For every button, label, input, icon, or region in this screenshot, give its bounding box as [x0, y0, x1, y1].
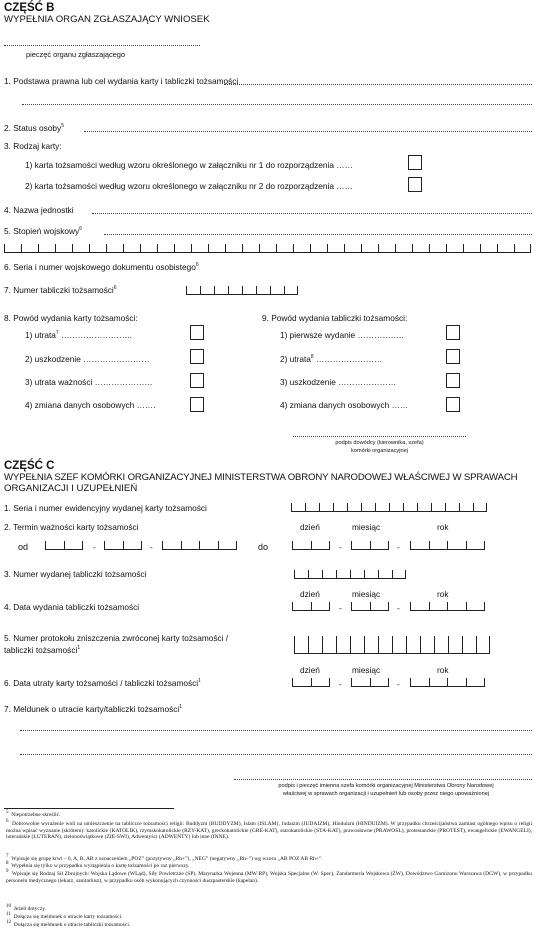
- c-q3-label: 3. Numer wydanej tabliczki tożsamości: [4, 569, 147, 579]
- c-signature-line[interactable]: [234, 779, 532, 780]
- c-q2-label: 2. Termin ważności karty tożsamości: [4, 522, 139, 532]
- footnote-12: $^{12}$ Dołącza się meldunek o utracie tabliczki tożsamości.: [6, 920, 131, 928]
- b-q2-field[interactable]: [84, 131, 532, 132]
- c-q2-to-label: do: [258, 542, 269, 552]
- b-q5-comb-boxes[interactable]: [4, 244, 531, 253]
- c-q4-year[interactable]: [410, 602, 485, 611]
- b-q5-field[interactable]: [104, 234, 532, 235]
- c-q4-dash-1: -: [339, 603, 342, 613]
- stamp-line: [4, 45, 200, 46]
- c-q5-label-1: 5. Numer protokołu zniszczenia zwróconej karty tożsamości /: [4, 633, 229, 643]
- c-q1-label: 1. Seria i numer ewidencyjny wydanej karty tożsamości: [4, 503, 207, 513]
- c-q4-dash-2: -: [397, 603, 400, 613]
- b-signature-label-2: komórki organizacyjnej: [351, 448, 408, 454]
- c-q2-from-day[interactable]: [45, 541, 83, 550]
- stamp-label: pieczęć organu zgłaszającego: [26, 50, 126, 59]
- b-q8-checkbox-1[interactable]: [190, 325, 204, 340]
- b-q1-field[interactable]: [224, 84, 532, 85]
- footnote-7: $^7$ Wpisuje się grupę krwi – 0, A, B, AB z oznaczeniem „POZ” (pozytywny „Rh+”), „NEG” (negatywny „Rh–”) wg wzoru „AB POZ AB Rh+”.: [6, 854, 323, 862]
- b-q9-option-2: 2) utrata$^8$ ……………………: [280, 354, 383, 364]
- c-q6-dash-1: -: [339, 679, 342, 689]
- b-signature-label-1: podpis dowódcy (kierownika, szefa): [335, 440, 424, 446]
- c-q6-year-header: rok: [437, 665, 449, 675]
- c-q2-to-day[interactable]: [292, 541, 330, 550]
- footnote-5: $^5$ Niepotrzebne skreślić.: [6, 810, 61, 818]
- part-b-subtitle: WYPEŁNIA ORGAN ZGŁASZAJĄCY WNIOSEK: [4, 14, 210, 25]
- c-q6-label: 6. Data utraty karty tożsamości / tabliczki tożsamości$^1$: [4, 678, 201, 688]
- c-q7-label: 7. Meldunek o utracie karty/tabliczki tożsamości$^1$: [4, 704, 183, 714]
- c-q6-month[interactable]: [351, 678, 389, 687]
- b-signature-line[interactable]: [293, 436, 466, 437]
- b-q4-label: 4. Nazwa jednostki: [4, 205, 74, 215]
- b-q3-checkbox-2[interactable]: [408, 177, 422, 192]
- c-q2-to-year[interactable]: [410, 541, 485, 550]
- c-q2-dash-3: -: [339, 542, 342, 552]
- b-q8-label: 8. Powód wydania karty tożsamości:: [4, 313, 138, 323]
- c-signature-label-2: właściwej w sprawach organizacji i uzupełnień lub osoby przez niego upoważnionej: [282, 791, 490, 797]
- c-q2-from-year[interactable]: [162, 541, 237, 550]
- b-q8-checkbox-2[interactable]: [190, 349, 204, 364]
- b-q8-option-2: 2) uszkodzenie ……………………: [25, 354, 150, 364]
- b-q9-option-3: 3) uszkodzenie …………………: [280, 377, 397, 387]
- part-c-subtitle-2: ORGANIZACJI I UZUPEŁNIEŃ: [4, 483, 138, 494]
- footnote-9: $^9$ Wpisuje się Rodzaj Sił Zbrojnych: Wojska Lądowe (WLąd), Siły Powietrzne (SP), Marynarka Wojenna (MW RP), Wojska Specjalne (W. Spec), Żandarmeria Wojskowa (ŻW), Dowództwo Garnizonu Warszawa (DGW), w przypadku personelu medycznego (lekarz, sanitariusz), w przypadku osób wykonujących czynności duszpasterskie (kapelan).: [6, 869, 532, 884]
- c-q2-dash-4: -: [397, 542, 400, 552]
- b-q9-label: 9. Powód wydania tabliczki tożsamości:: [262, 313, 408, 323]
- b-q3-label: 3. Rodzaj karty:: [4, 141, 62, 151]
- c-signature-label-1: podpis i pieczęć imienna szefa komórki organizacyjnej Ministerstwa Obrony Narodowej: [278, 783, 494, 789]
- c-q6-dash-2: -: [397, 679, 400, 689]
- b-q8-option-1: 1) utrata$^7$ ……………………..: [25, 330, 132, 340]
- c-q4-month-header: miesiąc: [352, 589, 381, 599]
- b-q1-label: 1. Podstawa prawna lub cel wydania karty i tabliczki tożsamości: [4, 76, 239, 86]
- footnote-11: $^{11}$ Dołącza się meldunek o utracie karty tożsamości.: [6, 912, 123, 920]
- c-q2-to-month[interactable]: [351, 541, 389, 550]
- b-q9-checkbox-4[interactable]: [446, 397, 460, 412]
- c-q4-year-header: rok: [437, 589, 449, 599]
- b-q9-checkbox-3[interactable]: [446, 373, 460, 388]
- b-q1-field-2[interactable]: [22, 104, 532, 105]
- b-q9-option-4: 4) zmiana danych osobowych ……: [280, 400, 409, 410]
- part-c-subtitle-1: WYPEŁNIA SZEF KOMÓRKI ORGANIZACYJNEJ MINISTERSTWA OBRONY NARODOWEJ WŁAŚCIWEJ W SPRAWACH: [4, 472, 518, 483]
- c-q3-comb-boxes[interactable]: [294, 570, 406, 579]
- b-q6-label: 6. Seria i numer wojskowego dokumentu osobistego$^6$: [4, 262, 199, 272]
- c-q2-day-header: dzień: [300, 522, 320, 532]
- c-q1-comb-boxes[interactable]: [291, 503, 487, 512]
- footnote-8: $^8$ Wypełnia się tylko w przypadku wystąpienia o kartę tożsamości po raz pierwszy.: [6, 861, 190, 869]
- c-q2-month-header: miesiąc: [352, 522, 381, 532]
- b-q3-option-1: 1) karta tożsamości według wzoru określonego w załączniku nr 1 do rozporządzenia ……: [25, 160, 353, 170]
- b-q8-option-4: 4) zmiana danych osobowych …….: [25, 400, 156, 410]
- c-q2-dash-1: -: [93, 542, 96, 552]
- b-q8-option-3: 3) utrata ważności …………………: [25, 377, 153, 387]
- c-q4-day-header: dzień: [300, 589, 320, 599]
- b-q7-comb-boxes[interactable]: [186, 286, 298, 295]
- b-q9-checkbox-2[interactable]: [446, 349, 460, 364]
- footnote-6: $^6$ Dobrowolne wyrażenie woli na umieszczenie na tabliczce tożsamości religii: Buddyzm (BUDDYZM), Islam (ISLAM), Judaizm (JUDAIZM), Hinduizm (HINDUIZM). W przypadku chrześcijaństwa zamiast ogólnego wpisu o religii można wpisać wyznanie (skrótem): katolickie (KATOLIK), rzymskokatolickie (RZY-KAT), greckokatolickie (GRE-KAT), starokatolickie (STA-KAT), prawosławne (PRAWOSL), protestanckie (PROTEST), ewangelickie (EWANGELI), luterańskie (LUTERAN), zielonoświątkowe (ZIE-SWI), Adwentyści (ADWENTY) lub inne (INNE).: [6, 819, 533, 841]
- c-q5-label-2: tabliczki tożsamości$^1$: [4, 645, 81, 655]
- c-q2-from-label: od: [18, 542, 29, 552]
- b-q9-checkbox-1[interactable]: [446, 325, 460, 340]
- b-q2-label: 2. Status osoby$^5$: [4, 123, 64, 133]
- c-q2-year-header: rok: [437, 522, 449, 532]
- part-b-title: CZĘŚĆ B: [4, 2, 55, 14]
- c-q5-comb-boxes[interactable]: [294, 636, 490, 654]
- b-q9-option-1: 1) pierwsze wydanie ……………..: [280, 330, 404, 340]
- c-q6-day[interactable]: [292, 678, 330, 687]
- b-q3-option-2: 2) karta tożsamości według wzoru określonego w załączniku nr 2 do rozporządzenia ……: [25, 181, 353, 191]
- c-q2-from-month[interactable]: [104, 541, 142, 550]
- c-q6-year[interactable]: [410, 678, 485, 687]
- b-q8-checkbox-3[interactable]: [190, 373, 204, 388]
- b-q8-checkbox-4[interactable]: [190, 397, 204, 412]
- c-q4-month[interactable]: [351, 602, 389, 611]
- c-q6-day-header: dzień: [300, 665, 320, 675]
- b-q3-checkbox-1[interactable]: [408, 155, 422, 170]
- footnote-separator: [4, 808, 174, 809]
- c-q2-dash-2: -: [150, 542, 153, 552]
- b-q7-label: 7. Numer tabliczki tożsamości$^6$: [4, 285, 117, 295]
- c-q4-label: 4. Data wydania tabliczki tożsamości: [4, 602, 140, 612]
- c-q4-day[interactable]: [292, 602, 330, 611]
- footnote-10: $^{10}$ Jeżeli dotyczy.: [6, 904, 47, 912]
- part-c-title: CZĘŚĆ C: [4, 460, 55, 472]
- b-q5-label: 5. Stopień wojskowy$^6$: [4, 226, 82, 236]
- b-q4-field[interactable]: [92, 213, 532, 214]
- c-q7-field-1[interactable]: [20, 730, 532, 731]
- c-q6-month-header: miesiąc: [352, 665, 381, 675]
- c-q7-field-2[interactable]: [20, 754, 532, 755]
